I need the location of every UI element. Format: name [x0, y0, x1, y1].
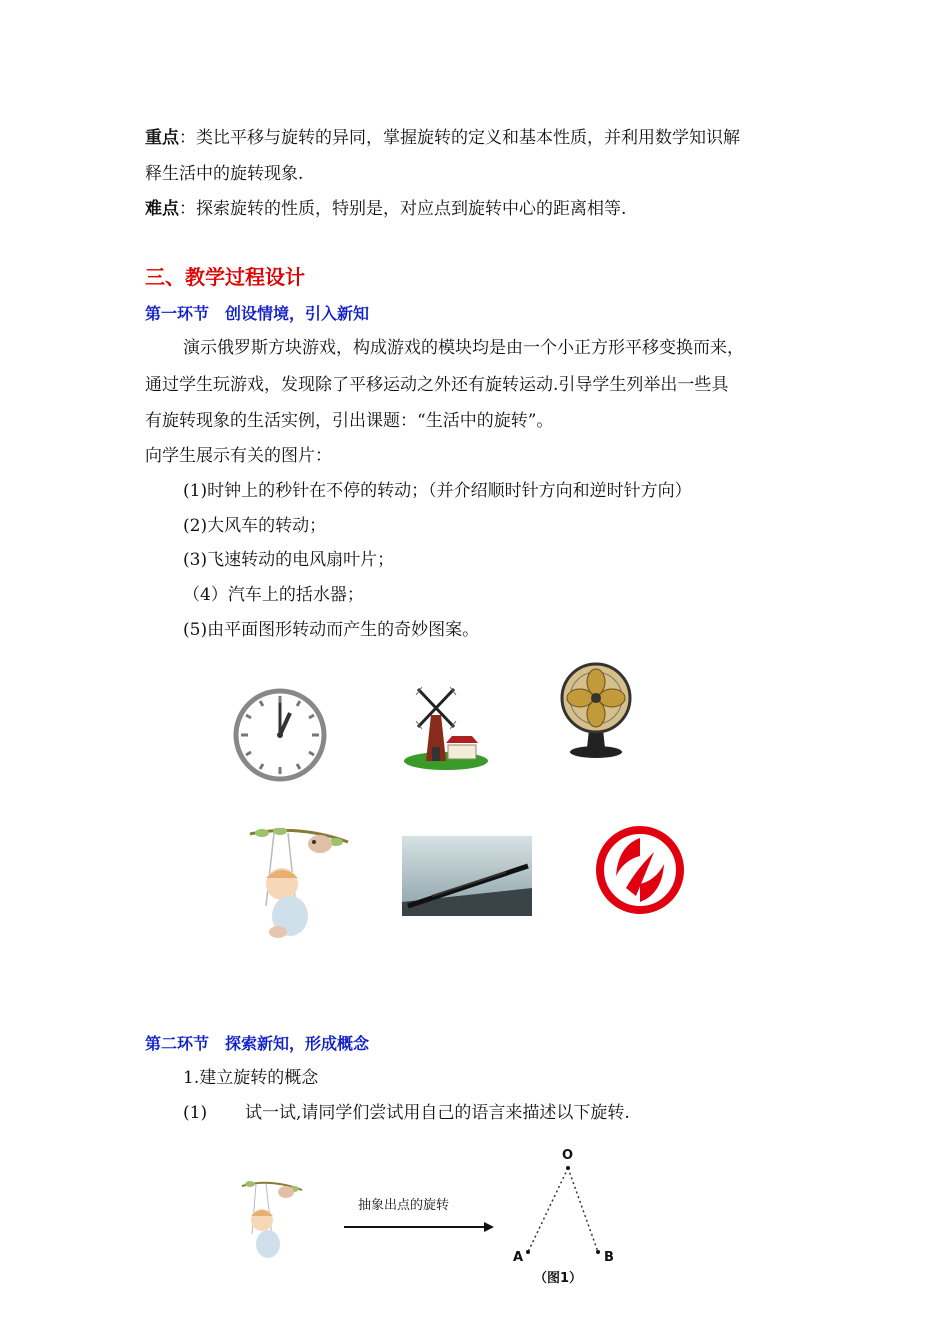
windmill-icon — [400, 683, 492, 773]
wiper-icon — [402, 836, 532, 916]
arrow-label: 抽象出点的旋转 — [358, 1198, 450, 1213]
difficult-point-label: 难点 — [145, 199, 179, 219]
step-2-instruction: 试一试,请同学们尝试用自己的语言来描述以下旋转. — [245, 1103, 630, 1123]
swing-baby-small-icon — [240, 1180, 304, 1264]
logo-icon — [596, 826, 684, 914]
key-point-line2: 释生活中的旋转现象. — [145, 164, 304, 184]
step-2-title: 第二环节 探索新知，形成概念 — [145, 1034, 370, 1053]
point-o-label: O — [562, 1148, 574, 1163]
step-1-para-line2: 通过学生玩游戏，发现除了平移运动之外还有旋转运动.引导学生列举出一些具 — [145, 375, 729, 395]
figure-caption: （图1） — [534, 1271, 583, 1286]
point-a-label: A — [513, 1250, 524, 1265]
step-2-number: (1) — [183, 1103, 208, 1123]
fan-icon — [557, 660, 635, 760]
list-item: (3)飞速转动的电风扇叶片； — [183, 550, 395, 570]
list-item: (1)时钟上的秒针在不停的转动；（并介绍顺时针方向和逆时针方向） — [183, 481, 692, 501]
arrow-icon — [344, 1220, 494, 1234]
key-point-text: 类比平移与旋转的异同，掌握旋转的定义和基本性质，并利用数学知识解 — [196, 128, 740, 148]
step-1-para-line3: 有旋转现象的生活实例，引出课题：“生活中的旋转”。 — [145, 411, 554, 431]
section-3-title: 三、教学过程设计 — [145, 265, 305, 289]
key-point-label: 重点 — [145, 128, 179, 148]
list-item: （4）汽车上的括水器； — [183, 585, 364, 605]
step-2-subtitle: 1.建立旋转的概念 — [183, 1068, 319, 1088]
key-point-line1: 重点：类比平移与旋转的异同，掌握旋转的定义和基本性质，并利用数学知识解 — [145, 128, 740, 148]
step-1-title: 第一环节 创设情境，引入新知 — [145, 304, 370, 323]
step-1-intro: 向学生展示有关的图片： — [145, 446, 332, 466]
swing-baby-icon — [248, 828, 352, 944]
point-b-label: B — [604, 1250, 614, 1265]
difficult-point: 难点：探索旋转的性质，特别是，对应点到旋转中心的距离相等. — [145, 199, 627, 219]
difficult-point-text: 探索旋转的性质，特别是，对应点到旋转中心的距离相等. — [196, 199, 627, 219]
step-1-para-line1: 演示俄罗斯方块游戏，构成游戏的模块均是由一个小正方形平移变换而来， — [183, 338, 744, 358]
rotation-figure — [510, 1160, 620, 1260]
list-item: (5)由平面图形转动而产生的奇妙图案。 — [183, 620, 480, 640]
list-item: (2)大风车的转动； — [183, 516, 327, 536]
clock-icon — [230, 687, 330, 783]
